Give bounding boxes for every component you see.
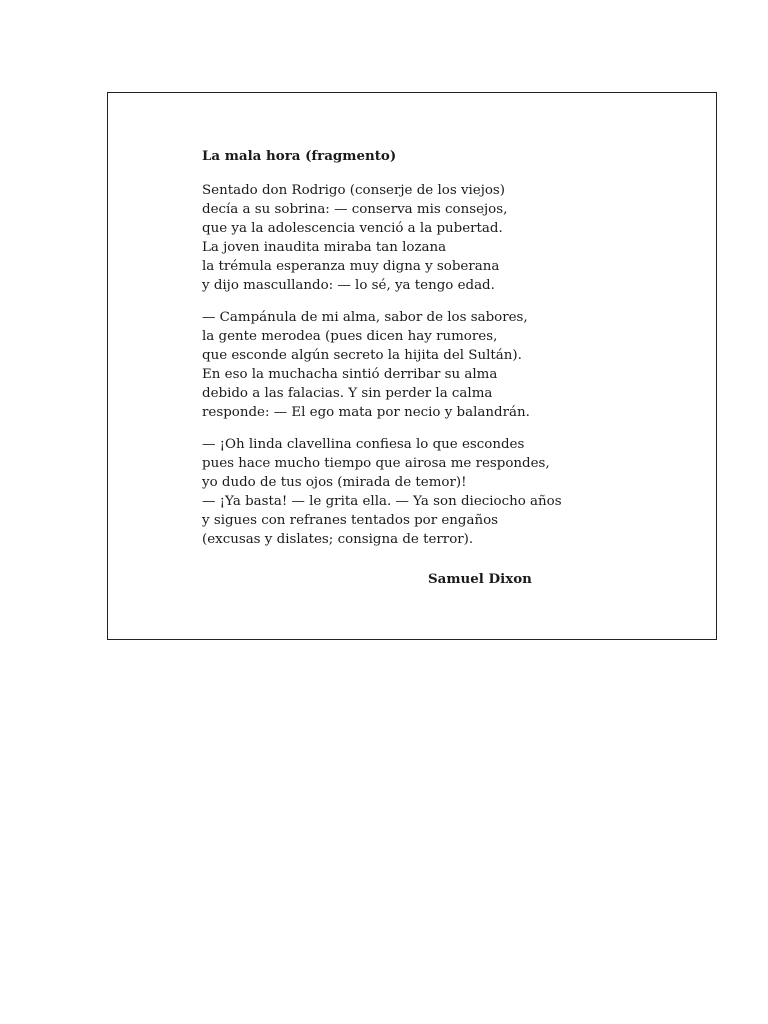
poem-line: — ¡Ya basta! — le grita ella. — Ya son dieciocho años [202, 494, 562, 509]
poem-title: La mala hora (fragmento) [202, 148, 397, 164]
poem-line: La joven inaudita miraba tan lozana [202, 240, 447, 255]
poem-line: (excusas y dislates; consigna de terror). [202, 532, 474, 547]
poem-line: y dijo mascullando: — lo sé, ya tengo edad. [202, 278, 495, 293]
stanza-1 [202, 181, 622, 295]
stanza-2 [202, 308, 622, 422]
poem-line: y sigues con refranes tentados por engaños [202, 513, 499, 528]
poem-line: la trémula esperanza muy digna y soberana [202, 259, 500, 274]
stanza-3 [202, 435, 622, 549]
poem-line: — Campánula de mi alma, sabor de los sabores, [202, 310, 528, 325]
poem-line: responde: — El ego mata por necio y balandrán. [202, 405, 530, 420]
document-frame [107, 92, 717, 640]
poem-line: pues hace mucho tiempo que airosa me respondes, [202, 456, 550, 471]
poem-line: que esconde algún secreto la hijita del Sultán). [202, 348, 522, 363]
poem-line: que ya la adolescencia venció a la pubertad. [202, 221, 503, 236]
poem-line: Sentado don Rodrigo (conserje de los viejos) [202, 183, 506, 198]
poem-line: la gente merodea (pues dicen hay rumores, [202, 329, 498, 344]
poem-author: Samuel Dixon [428, 571, 532, 587]
poem-line: — ¡Oh linda clavellina confiesa lo que escondes [202, 437, 525, 452]
poem [202, 147, 622, 587]
poem-line: yo dudo de tus ojos (mirada de temor)! [202, 475, 467, 490]
poem-line: En eso la muchacha sintió derribar su alma [202, 367, 498, 382]
poem-line: debido a las falacias. Y sin perder la calma [202, 386, 493, 401]
poem-line: decía a su sobrina: — conserva mis consejos, [202, 202, 508, 217]
